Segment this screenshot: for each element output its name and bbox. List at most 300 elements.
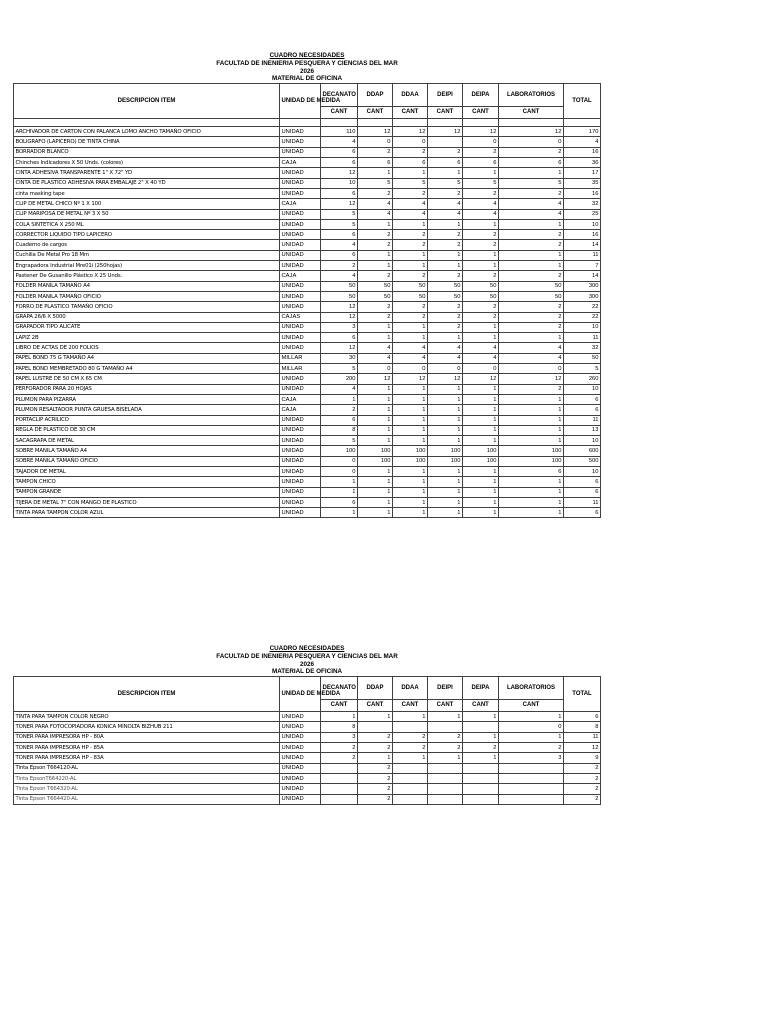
cell-description: GRAPADOR TIPO ALICATE <box>14 322 280 332</box>
cell-deipa: 100 <box>463 446 499 456</box>
cell-unit: UNIDAD <box>280 250 321 260</box>
cell-unit: UNIDAD <box>280 333 321 343</box>
cell-laboratorios: 0 <box>499 137 564 147</box>
cell-deipi: 4 <box>428 353 463 363</box>
table-row <box>14 784 601 794</box>
cell-laboratorios: 2 <box>499 302 564 312</box>
cell-total: 600 <box>564 446 601 456</box>
cell-total: 10 <box>564 322 601 332</box>
cell-decanato: 1 <box>321 712 358 722</box>
cell-total: 6 <box>564 712 601 722</box>
cell-unit: CAJA <box>280 394 321 404</box>
cell-decanato: 6 <box>321 230 358 240</box>
cell-deipi <box>428 784 463 794</box>
cell-laboratorios: 4 <box>499 199 564 209</box>
cell-total: 35 <box>564 178 601 188</box>
cell-description: CINTA DE PLASTICO ADHESIVA PARA EMBALAJE 2" X 40 YD <box>14 178 280 188</box>
cell-ddap: 1 <box>358 250 393 260</box>
title-facultad: FACULTAD DE INENIERIA PESQUERA Y CIENCIAS DEL MAR <box>216 652 398 660</box>
cell-deipi <box>428 722 463 732</box>
cell-decanato: 12 <box>321 168 358 178</box>
cell-description: TONER PARA FOTOCOPIADORA KONICA MINOLTA BIZHUB 211 <box>14 722 280 732</box>
table-row <box>14 753 601 763</box>
cell-decanato: 50 <box>321 281 358 291</box>
cell-description: ARCHIVADOR DE CARTON CON PALANCA LOMO ANCHO TAMAÑO OFICIO <box>14 127 280 137</box>
table-row <box>14 261 601 271</box>
cell-decanato: 6 <box>321 147 358 157</box>
table-row <box>14 147 601 157</box>
cell-deipa: 1 <box>463 394 499 404</box>
cell-ddap: 1 <box>358 425 393 435</box>
cell-total: 25 <box>564 209 601 219</box>
table-row <box>14 436 601 446</box>
cell-deipi: 5 <box>428 178 463 188</box>
cell-unit: UNIDAD <box>280 261 321 271</box>
cell-ddap: 1 <box>358 333 393 343</box>
cell-description: COLA SINTETICA X 250 ML <box>14 219 280 229</box>
cell-deipa: 1 <box>463 415 499 425</box>
cell-deipa: 1 <box>463 753 499 763</box>
table-row <box>14 291 601 301</box>
cell-total: 4 <box>564 137 601 147</box>
cell-ddaa: 1 <box>393 712 428 722</box>
cell-ddaa: 1 <box>393 322 428 332</box>
cell-unit: UNIDAD <box>280 137 321 147</box>
cell-deipa: 0 <box>463 137 499 147</box>
header-cant: CANT <box>428 107 463 119</box>
cell-ddap: 2 <box>358 763 393 773</box>
cell-unit: CAJA <box>280 158 321 168</box>
cell-deipi: 12 <box>428 374 463 384</box>
title-facultad: FACULTAD DE INENIERIA PESQUERA Y CIENCIAS DEL MAR <box>216 59 398 67</box>
cell-description: TONER PARA IMPRESORA HP - 83A <box>14 753 280 763</box>
cell-total: 11 <box>564 415 601 425</box>
requirements-table-1 <box>13 83 601 518</box>
cell-decanato: 1 <box>321 394 358 404</box>
cell-deipa: 1 <box>463 712 499 722</box>
cell-decanato: 2 <box>321 405 358 415</box>
cell-deipa: 12 <box>463 374 499 384</box>
cell-unit: CAJAS <box>280 312 321 322</box>
cell-unit: UNIDAD <box>280 712 321 722</box>
cell-ddaa: 1 <box>393 415 428 425</box>
cell-deipa <box>463 773 499 783</box>
cell-ddap: 5 <box>358 178 393 188</box>
cell-deipi: 100 <box>428 456 463 466</box>
cell-ddaa: 1 <box>393 487 428 497</box>
cell-ddaa: 6 <box>393 158 428 168</box>
cell-laboratorios: 12 <box>499 374 564 384</box>
cell-ddaa: 100 <box>393 456 428 466</box>
cell-ddaa: 1 <box>393 168 428 178</box>
cell-decanato: 5 <box>321 364 358 374</box>
table-row <box>14 743 601 753</box>
cell-total: 50 <box>564 353 601 363</box>
cell-ddap: 1 <box>358 322 393 332</box>
table-row <box>14 343 601 353</box>
cell-ddap: 2 <box>358 743 393 753</box>
cell-decanato: 6 <box>321 158 358 168</box>
cell-total: 16 <box>564 188 601 198</box>
cell-laboratorios: 1 <box>499 405 564 415</box>
cell-ddaa <box>393 773 428 783</box>
cell-total: 16 <box>564 147 601 157</box>
title-year: 2026 <box>299 67 314 75</box>
cell-decanato: 1 <box>321 477 358 487</box>
cell-decanato: 1 <box>321 487 358 497</box>
cell-ddaa: 1 <box>393 405 428 415</box>
cell-total: 2 <box>564 763 601 773</box>
requirements-table-block-1 <box>13 52 601 518</box>
cell-deipi: 2 <box>428 732 463 742</box>
cell-decanato <box>321 763 358 773</box>
cell-total: 32 <box>564 343 601 353</box>
header-cant: CANT <box>358 700 393 712</box>
cell-ddaa: 1 <box>393 753 428 763</box>
table-row <box>14 446 601 456</box>
cell-unit: UNIDAD <box>280 209 321 219</box>
cell-decanato: 10 <box>321 178 358 188</box>
cell-deipa: 12 <box>463 127 499 137</box>
cell-laboratorios <box>499 784 564 794</box>
cell-deipi: 1 <box>428 219 463 229</box>
cell-unit: MILLAR <box>280 364 321 374</box>
table-row <box>14 466 601 476</box>
cell-laboratorios: 1 <box>499 732 564 742</box>
cell-decanato: 12 <box>321 343 358 353</box>
cell-decanato <box>321 794 358 804</box>
cell-description: cinta masking tape <box>14 188 280 198</box>
cell-deipa: 1 <box>463 487 499 497</box>
table-row <box>14 415 601 425</box>
cell-deipa: 4 <box>463 353 499 363</box>
cell-unit: CAJA <box>280 405 321 415</box>
header-cant: CANT <box>393 700 428 712</box>
cell-ddaa: 1 <box>393 250 428 260</box>
cell-deipi: 50 <box>428 291 463 301</box>
cell-deipi: 2 <box>428 312 463 322</box>
cell-deipa: 0 <box>463 364 499 374</box>
cell-total: 17 <box>564 168 601 178</box>
cell-laboratorios: 1 <box>499 425 564 435</box>
cell-deipi <box>428 794 463 804</box>
cell-description: CLIP MARIPOSA DE METAL Nº 3 X 50 <box>14 209 280 219</box>
table-row <box>14 732 601 742</box>
cell-ddap: 1 <box>358 261 393 271</box>
cell-laboratorios: 0 <box>499 722 564 732</box>
cell-decanato: 50 <box>321 291 358 301</box>
cell-deipa: 2 <box>463 188 499 198</box>
cell-description: LIBRO DE ACTAS DE 200 FOLIOS <box>14 343 280 353</box>
cell-unit: UNIDAD <box>280 127 321 137</box>
cell-unit: UNIDAD <box>280 168 321 178</box>
cell-unit: UNIDAD <box>280 147 321 157</box>
cell-deipi <box>428 763 463 773</box>
cell-deipa: 2 <box>463 271 499 281</box>
cell-deipa: 1 <box>463 466 499 476</box>
cell-deipa: 2 <box>463 240 499 250</box>
table-row <box>14 773 601 783</box>
header-description: DESCRIPCION ITEM <box>14 677 280 712</box>
cell-deipi <box>428 137 463 147</box>
cell-ddap: 4 <box>358 199 393 209</box>
blank-row <box>14 119 601 127</box>
cell-ddaa: 2 <box>393 732 428 742</box>
cell-total: 6 <box>564 487 601 497</box>
cell-decanato: 8 <box>321 425 358 435</box>
cell-deipi: 2 <box>428 302 463 312</box>
header-deipa: DEIPA <box>463 84 499 107</box>
cell-deipi: 50 <box>428 281 463 291</box>
cell-deipa: 4 <box>463 343 499 353</box>
cell-decanato: 6 <box>321 333 358 343</box>
header-ddaa: DDAA <box>393 84 428 107</box>
cell-ddaa: 2 <box>393 271 428 281</box>
table-row <box>14 425 601 435</box>
cell-unit: UNIDAD <box>280 374 321 384</box>
cell-deipi: 1 <box>428 384 463 394</box>
cell-deipa: 1 <box>463 261 499 271</box>
table-row <box>14 127 601 137</box>
cell-ddaa: 1 <box>393 466 428 476</box>
cell-deipi: 100 <box>428 446 463 456</box>
cell-deipa <box>463 784 499 794</box>
cell-deipa: 2 <box>463 147 499 157</box>
cell-unit: UNIDAD <box>280 343 321 353</box>
cell-laboratorios <box>499 763 564 773</box>
cell-decanato: 4 <box>321 240 358 250</box>
table-title-group <box>13 645 601 676</box>
cell-description: TINTA PARA TAMPON COLOR NEGRO <box>14 712 280 722</box>
cell-deipa: 2 <box>463 312 499 322</box>
cell-decanato: 0 <box>321 456 358 466</box>
cell-ddaa: 4 <box>393 353 428 363</box>
table-row <box>14 405 601 415</box>
table-row <box>14 168 601 178</box>
cell-ddaa: 1 <box>393 497 428 507</box>
cell-ddap: 2 <box>358 312 393 322</box>
header-cant: CANT <box>463 700 499 712</box>
cell-laboratorios: 2 <box>499 147 564 157</box>
cell-description: BORRADOR BLANCO <box>14 147 280 157</box>
cell-ddaa: 2 <box>393 312 428 322</box>
cell-deipi: 2 <box>428 147 463 157</box>
cell-laboratorios: 1 <box>499 436 564 446</box>
cell-ddap: 1 <box>358 487 393 497</box>
cell-deipi: 1 <box>428 497 463 507</box>
cell-decanato: 2 <box>321 261 358 271</box>
cell-total: 6 <box>564 405 601 415</box>
cell-ddaa: 1 <box>393 219 428 229</box>
cell-ddaa: 1 <box>393 333 428 343</box>
cell-ddaa: 2 <box>393 188 428 198</box>
cell-decanato <box>321 773 358 783</box>
cell-description: TAMPON CHICO <box>14 477 280 487</box>
cell-ddaa: 2 <box>393 743 428 753</box>
cell-laboratorios: 1 <box>499 219 564 229</box>
cell-unit: UNIDAD <box>280 240 321 250</box>
cell-ddap: 1 <box>358 415 393 425</box>
title-cuadro: CUADRO NECESIDADES <box>269 52 345 59</box>
cell-ddap: 1 <box>358 466 393 476</box>
cell-ddap: 0 <box>358 364 393 374</box>
cell-deipa: 1 <box>463 168 499 178</box>
cell-deipi: 1 <box>428 477 463 487</box>
cell-unit: UNIDAD <box>280 291 321 301</box>
cell-unit: UNIDAD <box>280 281 321 291</box>
cell-description: Pastener De Gusanillo Plástico X 25 Unds. <box>14 271 280 281</box>
cell-ddap: 1 <box>358 497 393 507</box>
cell-laboratorios: 1 <box>499 333 564 343</box>
table-row <box>14 712 601 722</box>
table-row <box>14 477 601 487</box>
header-ddap: DDAP <box>358 84 393 107</box>
cell-description: Tinta Epson T664120-AL <box>14 763 280 773</box>
cell-deipi: 1 <box>428 405 463 415</box>
header-deipi: DEIPI <box>428 84 463 107</box>
cell-ddaa: 2 <box>393 240 428 250</box>
table-row <box>14 763 601 773</box>
cell-ddap: 2 <box>358 732 393 742</box>
table-row <box>14 312 601 322</box>
cell-deipi: 1 <box>428 487 463 497</box>
table-row <box>14 302 601 312</box>
cell-unit: UNIDAD <box>280 322 321 332</box>
cell-deipi: 1 <box>428 415 463 425</box>
cell-unit: UNIDAD <box>280 178 321 188</box>
cell-ddaa: 100 <box>393 446 428 456</box>
cell-total: 8 <box>564 722 601 732</box>
cell-ddaa: 4 <box>393 199 428 209</box>
cell-total: 13 <box>564 425 601 435</box>
cell-ddaa <box>393 794 428 804</box>
cell-deipi: 1 <box>428 508 463 518</box>
cell-ddap: 2 <box>358 240 393 250</box>
cell-unit: MILLAR <box>280 353 321 363</box>
header-cant: CANT <box>321 107 358 119</box>
table-row <box>14 456 601 466</box>
cell-ddaa: 50 <box>393 291 428 301</box>
cell-deipa: 2 <box>463 230 499 240</box>
table-row <box>14 394 601 404</box>
cell-unit: UNIDAD <box>280 497 321 507</box>
table-row <box>14 240 601 250</box>
cell-deipa: 1 <box>463 732 499 742</box>
cell-ddap: 12 <box>358 127 393 137</box>
cell-ddaa: 1 <box>393 394 428 404</box>
cell-unit: UNIDAD <box>280 773 321 783</box>
cell-decanato: 200 <box>321 374 358 384</box>
cell-ddaa: 1 <box>393 261 428 271</box>
cell-laboratorios: 12 <box>499 127 564 137</box>
cell-laboratorios: 0 <box>499 364 564 374</box>
cell-ddaa <box>393 784 428 794</box>
cell-decanato: 0 <box>321 466 358 476</box>
table-row <box>14 333 601 343</box>
cell-laboratorios: 2 <box>499 743 564 753</box>
cell-deipi: 1 <box>428 425 463 435</box>
cell-deipi: 1 <box>428 261 463 271</box>
header-cant: CANT <box>393 107 428 119</box>
cell-decanato <box>321 784 358 794</box>
cell-description: GRAPA 26/6 X 5000 <box>14 312 280 322</box>
cell-deipa <box>463 794 499 804</box>
title-year: 2026 <box>299 660 314 668</box>
header-cant: CANT <box>463 107 499 119</box>
cell-total: 6 <box>564 477 601 487</box>
cell-deipi: 2 <box>428 271 463 281</box>
cell-decanato: 4 <box>321 384 358 394</box>
cell-unit: UNIDAD <box>280 456 321 466</box>
requirements-table-2 <box>13 676 601 805</box>
table-row <box>14 722 601 732</box>
cell-laboratorios: 2 <box>499 188 564 198</box>
cell-laboratorios: 2 <box>499 271 564 281</box>
cell-laboratorios: 1 <box>499 394 564 404</box>
cell-description: FOLDER MANILA TAMAÑO OFICIO <box>14 291 280 301</box>
cell-description: SACAGRAPA DE METAL <box>14 436 280 446</box>
cell-deipa: 1 <box>463 333 499 343</box>
cell-laboratorios: 1 <box>499 487 564 497</box>
cell-deipa: 4 <box>463 199 499 209</box>
cell-decanato: 12 <box>321 199 358 209</box>
cell-laboratorios: 1 <box>499 477 564 487</box>
cell-unit: UNIDAD <box>280 219 321 229</box>
cell-deipi: 6 <box>428 158 463 168</box>
cell-description: PLUMON PARA PIZARRA <box>14 394 280 404</box>
table-row <box>14 230 601 240</box>
cell-deipa: 1 <box>463 322 499 332</box>
cell-description: FORRO DE PLASTICO TAMAÑO OFICIO <box>14 302 280 312</box>
cell-decanato: 1 <box>321 508 358 518</box>
header-laboratorios: LABORATORIOS <box>499 677 564 700</box>
cell-ddaa: 12 <box>393 127 428 137</box>
cell-total: 12 <box>564 743 601 753</box>
cell-ddaa: 0 <box>393 364 428 374</box>
cell-total: 14 <box>564 271 601 281</box>
cell-ddaa: 1 <box>393 477 428 487</box>
cell-description: BOLIGRAFO (LAPICERO) DE TINTA CHINA <box>14 137 280 147</box>
cell-total: 11 <box>564 732 601 742</box>
header-deipa: DEIPA <box>463 677 499 700</box>
table-row <box>14 364 601 374</box>
cell-ddap: 4 <box>358 353 393 363</box>
cell-description: TAMPON GRANDE <box>14 487 280 497</box>
table-row <box>14 794 601 804</box>
cell-decanato: 6 <box>321 415 358 425</box>
cell-laboratorios: 1 <box>499 508 564 518</box>
cell-deipi: 2 <box>428 188 463 198</box>
cell-ddap: 1 <box>358 384 393 394</box>
cell-ddap: 1 <box>358 405 393 415</box>
header-decanato: DECANATO <box>321 84 358 107</box>
title-category: MATERIAL DE OFICINA <box>271 668 343 676</box>
cell-decanato: 5 <box>321 436 358 446</box>
cell-laboratorios: 1 <box>499 415 564 425</box>
cell-deipa <box>463 722 499 732</box>
table-row <box>14 508 601 518</box>
cell-decanato: 3 <box>321 322 358 332</box>
table-row <box>14 322 601 332</box>
cell-ddaa: 2 <box>393 230 428 240</box>
cell-description: SOBRE MANILA TAMAÑO OFICIO <box>14 456 280 466</box>
cell-ddaa: 2 <box>393 147 428 157</box>
table-row <box>14 271 601 281</box>
header-cant: CANT <box>499 700 564 712</box>
cell-laboratorios: 6 <box>499 466 564 476</box>
table-row <box>14 487 601 497</box>
cell-decanato: 6 <box>321 188 358 198</box>
